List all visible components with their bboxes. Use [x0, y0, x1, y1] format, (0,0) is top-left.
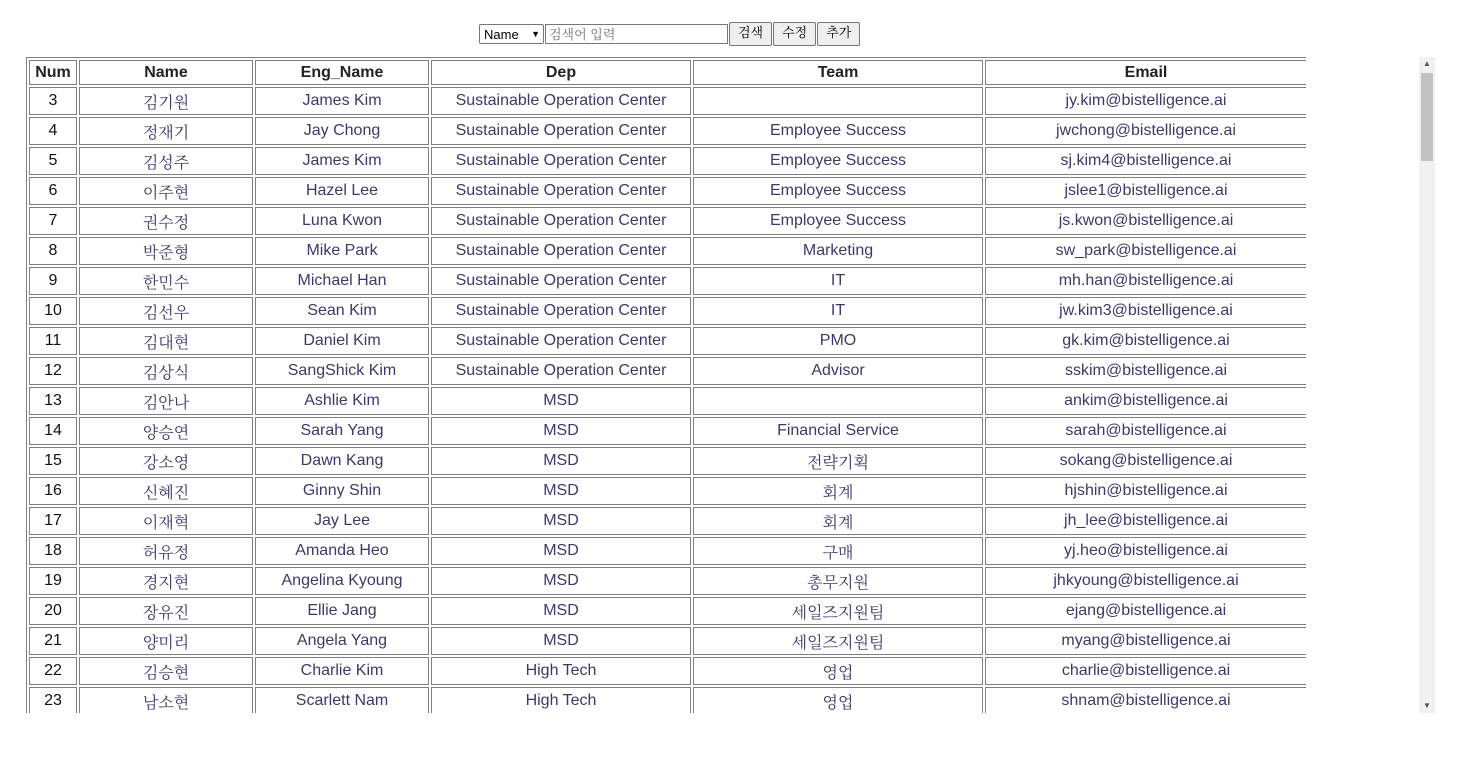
cell-eng-name[interactable]: Luna Kwon — [255, 207, 429, 235]
table-row[interactable] — [29, 177, 1306, 205]
cell-team[interactable]: IT — [693, 297, 983, 325]
cell-num[interactable]: 17 — [29, 507, 77, 535]
table-row[interactable] — [29, 147, 1306, 175]
cell-email[interactable]: shnam@bistelligence.ai — [985, 687, 1306, 713]
cell-team[interactable]: 구매 — [693, 537, 983, 565]
cell-eng-name[interactable]: SangShick Kim — [255, 357, 429, 385]
table-row[interactable] — [29, 117, 1306, 145]
cell-team[interactable]: 회계 — [693, 477, 983, 505]
cell-dep[interactable]: MSD — [431, 597, 691, 625]
cell-num[interactable]: 21 — [29, 627, 77, 655]
cell-name[interactable]: 이재혁 — [79, 507, 253, 535]
scroll-down-arrow-icon[interactable]: ▼ — [1423, 701, 1431, 710]
cell-eng-name[interactable]: Mike Park — [255, 237, 429, 265]
cell-email[interactable]: jwchong@bistelligence.ai — [985, 117, 1306, 145]
cell-num[interactable]: 6 — [29, 177, 77, 205]
cell-dep[interactable]: Sustainable Operation Center — [431, 147, 691, 175]
cell-num[interactable]: 14 — [29, 417, 77, 445]
cell-dep[interactable]: Sustainable Operation Center — [431, 117, 691, 145]
cell-eng-name[interactable]: Angela Yang — [255, 627, 429, 655]
cell-eng-name[interactable]: Michael Han — [255, 267, 429, 295]
scroll-up-arrow-icon[interactable]: ▲ — [1423, 59, 1431, 68]
search-input[interactable] — [545, 24, 728, 44]
cell-eng-name[interactable]: Ellie Jang — [255, 597, 429, 625]
cell-email[interactable]: sw_park@bistelligence.ai — [985, 237, 1306, 265]
cell-name[interactable]: 정재기 — [79, 117, 253, 145]
scrollbar-thumb[interactable] — [1421, 73, 1433, 161]
cell-team[interactable]: 총무지원 — [693, 567, 983, 595]
cell-team[interactable]: IT — [693, 267, 983, 295]
table-row[interactable] — [29, 627, 1306, 655]
table-row[interactable] — [29, 267, 1306, 295]
cell-num[interactable]: 7 — [29, 207, 77, 235]
cell-name[interactable]: 허유정 — [79, 537, 253, 565]
cell-dep[interactable]: Sustainable Operation Center — [431, 297, 691, 325]
table-row[interactable] — [29, 687, 1306, 713]
cell-email[interactable]: gk.kim@bistelligence.ai — [985, 327, 1306, 355]
cell-num[interactable]: 5 — [29, 147, 77, 175]
cell-team[interactable]: Marketing — [693, 237, 983, 265]
cell-num[interactable]: 15 — [29, 447, 77, 475]
cell-eng-name[interactable]: Daniel Kim — [255, 327, 429, 355]
cell-name[interactable]: 장유진 — [79, 597, 253, 625]
cell-team[interactable]: 세일즈지원팀 — [693, 627, 983, 655]
cell-num[interactable]: 13 — [29, 387, 77, 415]
cell-eng-name[interactable]: James Kim — [255, 87, 429, 115]
table-row[interactable] — [29, 237, 1306, 265]
cell-name[interactable]: 남소현 — [79, 687, 253, 713]
cell-team[interactable]: 세일즈지원팀 — [693, 597, 983, 625]
cell-email[interactable]: jw.kim3@bistelligence.ai — [985, 297, 1306, 325]
cell-eng-name[interactable]: Ginny Shin — [255, 477, 429, 505]
cell-dep[interactable]: MSD — [431, 567, 691, 595]
cell-team[interactable]: Employee Success — [693, 117, 983, 145]
cell-name[interactable]: 경지현 — [79, 567, 253, 595]
cell-email[interactable]: ejang@bistelligence.ai — [985, 597, 1306, 625]
table-row[interactable] — [29, 447, 1306, 475]
table-row[interactable] — [29, 417, 1306, 445]
cell-dep[interactable]: Sustainable Operation Center — [431, 177, 691, 205]
cell-team[interactable]: Financial Service — [693, 417, 983, 445]
cell-email[interactable]: sj.kim4@bistelligence.ai — [985, 147, 1306, 175]
cell-dep[interactable]: Sustainable Operation Center — [431, 327, 691, 355]
cell-dep[interactable]: MSD — [431, 447, 691, 475]
cell-dep[interactable]: High Tech — [431, 687, 691, 713]
table-row[interactable] — [29, 357, 1306, 385]
cell-num[interactable]: 19 — [29, 567, 77, 595]
cell-team[interactable]: 영업 — [693, 687, 983, 713]
cell-num[interactable]: 16 — [29, 477, 77, 505]
cell-email[interactable]: sarah@bistelligence.ai — [985, 417, 1306, 445]
cell-eng-name[interactable]: Sarah Yang — [255, 417, 429, 445]
cell-dep[interactable]: Sustainable Operation Center — [431, 267, 691, 295]
cell-num[interactable]: 4 — [29, 117, 77, 145]
cell-eng-name[interactable]: Jay Lee — [255, 507, 429, 535]
cell-eng-name[interactable]: Dawn Kang — [255, 447, 429, 475]
cell-dep[interactable]: MSD — [431, 387, 691, 415]
cell-num[interactable]: 12 — [29, 357, 77, 385]
add-button[interactable]: 추가 — [817, 22, 860, 46]
cell-name[interactable]: 한민수 — [79, 267, 253, 295]
cell-dep[interactable]: High Tech — [431, 657, 691, 685]
search-toolbar — [479, 22, 860, 46]
search-field-selected: Name — [484, 26, 519, 42]
cell-team[interactable]: 영업 — [693, 657, 983, 685]
cell-name[interactable]: 김대현 — [79, 327, 253, 355]
vertical-scrollbar[interactable] — [1419, 57, 1435, 713]
cell-dep[interactable]: MSD — [431, 477, 691, 505]
cell-eng-name[interactable]: Jay Chong — [255, 117, 429, 145]
cell-name[interactable]: 양미리 — [79, 627, 253, 655]
column-header-name[interactable]: Name — [79, 60, 253, 85]
cell-team[interactable]: Employee Success — [693, 177, 983, 205]
cell-email[interactable]: sskim@bistelligence.ai — [985, 357, 1306, 385]
cell-num[interactable]: 22 — [29, 657, 77, 685]
cell-num[interactable]: 23 — [29, 687, 77, 713]
cell-name[interactable]: 양승연 — [79, 417, 253, 445]
chevron-down-icon: ▼ — [531, 29, 540, 39]
cell-dep[interactable]: Sustainable Operation Center — [431, 207, 691, 235]
table-row[interactable] — [29, 597, 1306, 625]
cell-email[interactable]: mh.han@bistelligence.ai — [985, 267, 1306, 295]
edit-button[interactable]: 수정 — [773, 22, 816, 46]
cell-name[interactable]: 박준형 — [79, 237, 253, 265]
cell-dep[interactable]: MSD — [431, 627, 691, 655]
cell-dep[interactable]: Sustainable Operation Center — [431, 237, 691, 265]
cell-num[interactable]: 18 — [29, 537, 77, 565]
cell-email[interactable]: jslee1@bistelligence.ai — [985, 177, 1306, 205]
cell-dep[interactable]: MSD — [431, 507, 691, 535]
cell-name[interactable]: 김안나 — [79, 387, 253, 415]
cell-team[interactable]: 전략기획 — [693, 447, 983, 475]
cell-eng-name[interactable]: Amanda Heo — [255, 537, 429, 565]
table-row[interactable] — [29, 567, 1306, 595]
cell-team[interactable]: Advisor — [693, 357, 983, 385]
cell-num[interactable]: 3 — [29, 87, 77, 115]
cell-email[interactable]: sokang@bistelligence.ai — [985, 447, 1306, 475]
table-row[interactable] — [29, 477, 1306, 505]
table-row[interactable] — [29, 507, 1306, 535]
search-button[interactable]: 검색 — [729, 22, 772, 46]
cell-dep[interactable]: MSD — [431, 417, 691, 445]
cell-email[interactable]: jy.kim@bistelligence.ai — [985, 87, 1306, 115]
cell-email[interactable]: js.kwon@bistelligence.ai — [985, 207, 1306, 235]
cell-eng-name[interactable]: Charlie Kim — [255, 657, 429, 685]
table-row[interactable] — [29, 207, 1306, 235]
table-row[interactable] — [29, 87, 1306, 115]
cell-name[interactable]: 김성주 — [79, 147, 253, 175]
employee-table — [26, 57, 1306, 713]
cell-team[interactable]: Employee Success — [693, 207, 983, 235]
cell-eng-name[interactable]: Hazel Lee — [255, 177, 429, 205]
column-header-num[interactable]: Num — [29, 60, 77, 85]
cell-num[interactable]: 8 — [29, 237, 77, 265]
cell-name[interactable]: 김선우 — [79, 297, 253, 325]
column-header-dep[interactable]: Dep — [431, 60, 691, 85]
cell-team[interactable] — [693, 87, 983, 115]
cell-team[interactable]: Employee Success — [693, 147, 983, 175]
cell-name[interactable]: 강소영 — [79, 447, 253, 475]
cell-num[interactable]: 10 — [29, 297, 77, 325]
cell-email[interactable]: myang@bistelligence.ai — [985, 627, 1306, 655]
table-row[interactable] — [29, 387, 1306, 415]
cell-num[interactable]: 20 — [29, 597, 77, 625]
cell-name[interactable]: 김기원 — [79, 87, 253, 115]
cell-dep[interactable]: Sustainable Operation Center — [431, 87, 691, 115]
cell-eng-name[interactable]: Sean Kim — [255, 297, 429, 325]
cell-name[interactable]: 권수정 — [79, 207, 253, 235]
cell-eng-name[interactable]: Ashlie Kim — [255, 387, 429, 415]
table-row[interactable] — [29, 537, 1306, 565]
cell-num[interactable]: 9 — [29, 267, 77, 295]
table-row[interactable] — [29, 297, 1306, 325]
cell-eng-name[interactable]: Scarlett Nam — [255, 687, 429, 713]
cell-name[interactable]: 이주현 — [79, 177, 253, 205]
cell-dep[interactable]: MSD — [431, 537, 691, 565]
cell-name[interactable]: 신혜진 — [79, 477, 253, 505]
cell-email[interactable]: yj.heo@bistelligence.ai — [985, 537, 1306, 565]
cell-email[interactable]: hjshin@bistelligence.ai — [985, 477, 1306, 505]
cell-num[interactable]: 11 — [29, 327, 77, 355]
cell-team[interactable]: PMO — [693, 327, 983, 355]
column-header-email[interactable]: Email — [985, 60, 1306, 85]
cell-name[interactable]: 김상식 — [79, 357, 253, 385]
cell-email[interactable]: jhkyoung@bistelligence.ai — [985, 567, 1306, 595]
cell-eng-name[interactable]: Angelina Kyoung — [255, 567, 429, 595]
table-header-row — [29, 60, 1306, 85]
cell-eng-name[interactable]: James Kim — [255, 147, 429, 175]
cell-email[interactable]: jh_lee@bistelligence.ai — [985, 507, 1306, 535]
cell-dep[interactable]: Sustainable Operation Center — [431, 357, 691, 385]
cell-email[interactable]: ankim@bistelligence.ai — [985, 387, 1306, 415]
cell-name[interactable]: 김승현 — [79, 657, 253, 685]
table-row[interactable] — [29, 657, 1306, 685]
table-viewport — [26, 57, 1306, 713]
column-header-team[interactable]: Team — [693, 60, 983, 85]
cell-team[interactable]: 회계 — [693, 507, 983, 535]
table-row[interactable] — [29, 327, 1306, 355]
column-header-eng-name[interactable]: Eng_Name — [255, 60, 429, 85]
search-field-select[interactable] — [479, 24, 544, 44]
cell-team[interactable] — [693, 387, 983, 415]
cell-email[interactable]: charlie@bistelligence.ai — [985, 657, 1306, 685]
